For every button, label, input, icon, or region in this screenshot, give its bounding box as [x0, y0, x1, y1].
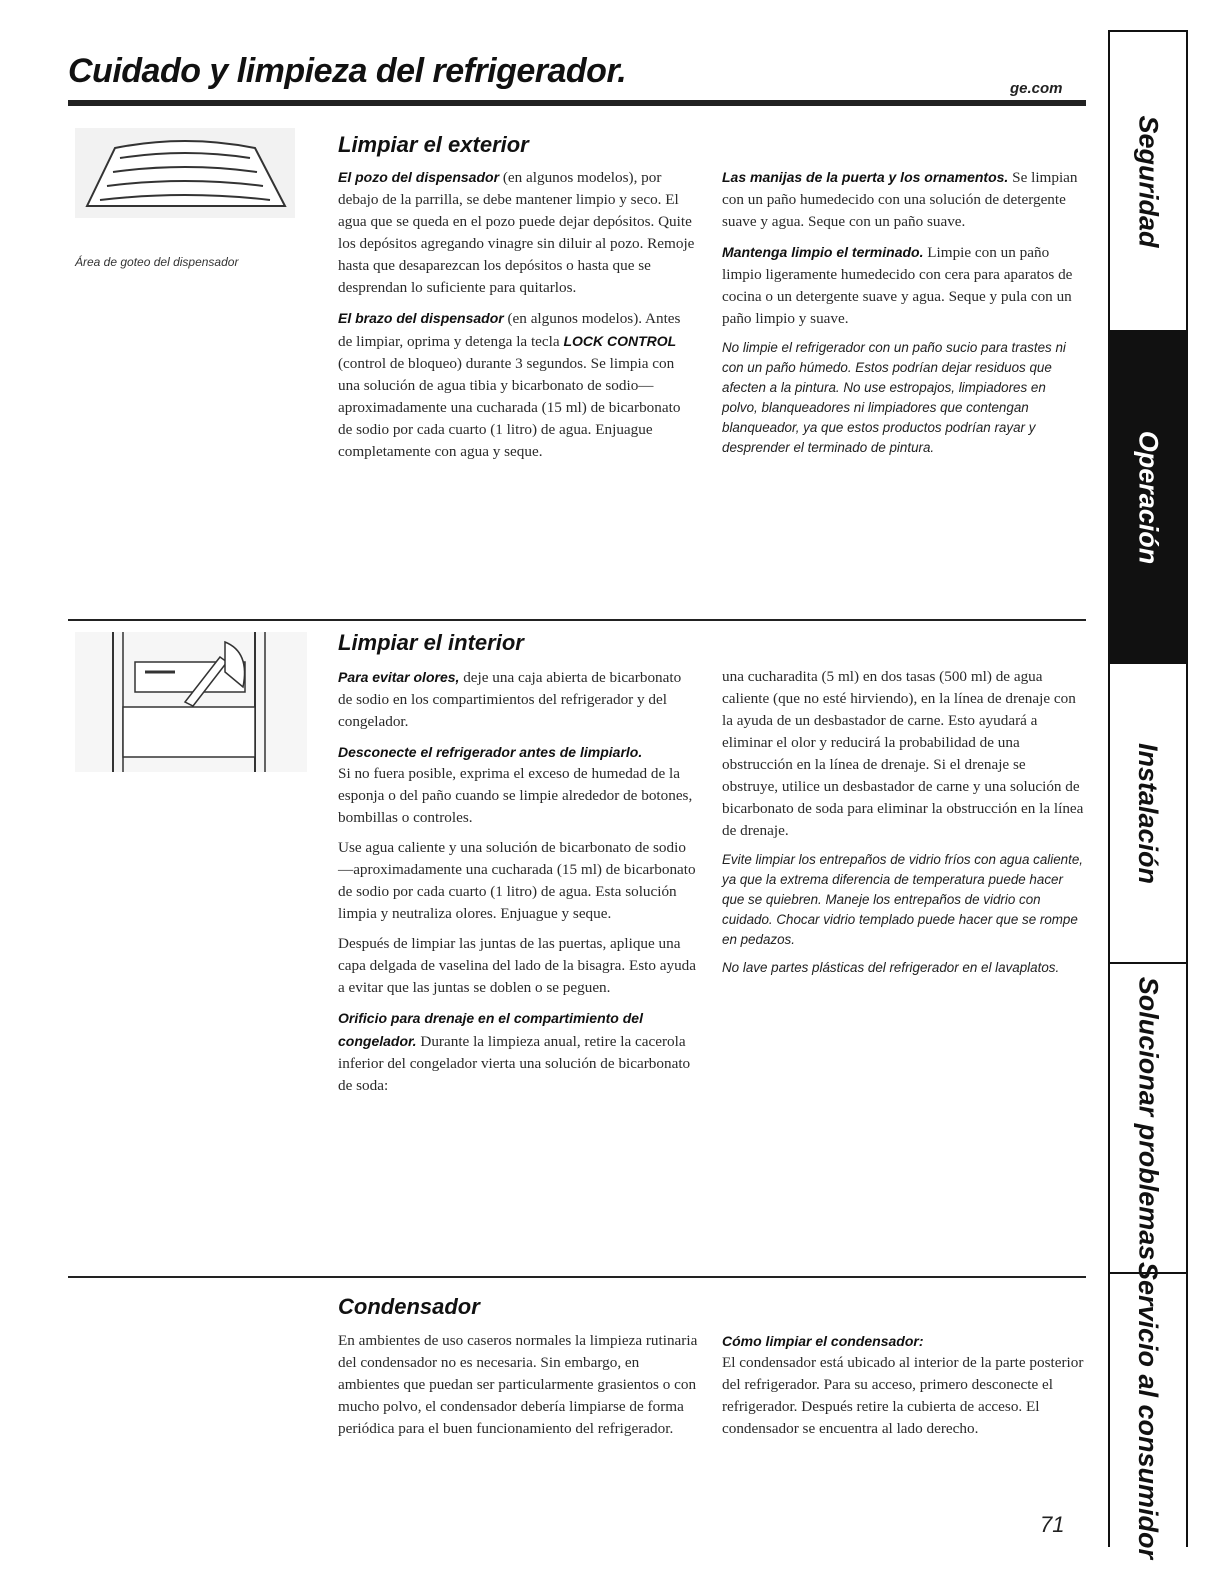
caution-note: No limpie el refrigerador con un paño sucio para trastes ni con un paño húmedo. Estos podrían dejar residuos que afecten a la pintura. No use estropajos, limpiadores en polvo, blanqueadores ni limpiadores que contengan blanqueador, ya que estos productos podrían rayar y desprender el terminado de pintura. — [722, 340, 1066, 455]
tab-instalacion[interactable] — [1110, 664, 1186, 964]
lead-phrase: Desconecte el refrigerador antes de limpiarlo. — [338, 744, 643, 760]
lead-phrase: Las manijas de la puerta y los ornamentos. — [722, 169, 1009, 185]
paragraph — [338, 307, 698, 463]
lead-phrase: Cómo limpiar el condensador: — [722, 1333, 924, 1349]
lead-phrase: El brazo del dispensador — [338, 310, 504, 326]
tab-label: Solucionar problemas — [1133, 976, 1164, 1260]
tab-label: Seguridad — [1133, 114, 1164, 248]
figure-caption: Área de goteo del dispensador — [75, 255, 239, 269]
lead-phrase: Orificio para drenaje en el compartimiento del congelador. — [338, 1010, 643, 1049]
paragraph — [338, 1007, 698, 1097]
interior-right-column — [722, 666, 1084, 986]
paragraph — [338, 166, 698, 299]
page-title: Cuidado y limpieza del refrigerador. — [68, 52, 627, 90]
condenser-left-column — [338, 1330, 698, 1448]
exterior-right-column — [722, 166, 1084, 466]
paragraph — [722, 241, 1084, 330]
tab-seguridad[interactable] — [1110, 32, 1186, 332]
caution-note: Evite limpiar los entrepaños de vidrio fríos con agua caliente, ya que la extrema diferencia de temperatura puede hacer que se quiebren. Maneje los entrepaños de vidrio con cuidado. Chocar vidrio templado puede hacer que se rompe en pedazos. — [722, 852, 1083, 947]
paragraph — [338, 741, 698, 829]
site-label: ge.com — [1010, 80, 1063, 97]
paragraph-text: El condensador está ubicado al interior de la parte posterior del refrigerador. Para su acceso, primero desconecte el refrigerador. Después retire la cubierta de acceso. El condensador se encuentra al lado derecho. — [722, 1354, 1084, 1437]
side-tab-nav — [1108, 30, 1188, 1560]
paragraph — [722, 166, 1084, 233]
interior-left-column — [338, 666, 698, 1105]
refrigerator-interior-cleaning-illustration — [75, 632, 307, 772]
paragraph-text: deje una caja abierta de bicarbonato de sodio en los compartimientos del refrigerador y del congelador. — [338, 669, 682, 730]
paragraph: Use agua caliente y una solución de bicarbonato de sodio—aproximadamente una cucharada (15 ml) de bicarbonato de sodio por cada cuarto (1 litro) de agua. Esta solución limpia y neutraliza olores. Enjuague y seque. — [338, 839, 696, 922]
section-heading-exterior: Limpiar el exterior — [338, 132, 529, 157]
exterior-left-column — [338, 166, 698, 471]
page-number: 71 — [1040, 1512, 1065, 1537]
section-divider — [68, 1276, 1086, 1278]
paragraph-text: Limpie con un paño limpio ligeramente humedecido con cera para aparatos de cocina o un detergente suave y agua. Seque y pula con un paño limpio y suave. — [722, 244, 1073, 327]
section-heading-condenser: Condensador — [338, 1294, 480, 1319]
paragraph-text: (control de bloqueo) durante 3 segundos. Se limpia con una solución de agua tibia y bicarbonato de sodio—aproximadamente una cucharada (15 ml) de bicarbonato de sodio por cada cuarto (1 litro) de agua. Enjuague completamente con agua y seque. — [338, 355, 681, 460]
dispenser-drip-tray-illustration — [75, 128, 295, 228]
paragraph-text: Se limpian con un paño humedecido con una solución de detergente suave y agua. Seque con un paño suave. — [722, 169, 1078, 230]
paragraph-text: Si no fuera posible, exprima el exceso de humedad de la esponja o del paño cuando se limpie alrededor de botones, bombillas o controles. — [338, 765, 693, 826]
tab-servicio-al-consumidor[interactable] — [1110, 1261, 1186, 1560]
section-heading-interior: Limpiar el interior — [338, 630, 524, 655]
lead-phrase: Mantenga limpio el terminado. — [722, 244, 924, 260]
tab-label: Instalación — [1133, 742, 1164, 884]
paragraph-text: (en algunos modelos), por debajo de la parrilla, se debe mantener limpio y seco. El agua que se queda en el pozo puede dejar depósitos. Quite los depósitos agregando vinagre sin diluir al pozo. Remoje hasta que desaparezcan los depósitos o hasta que se desprendan lo suficiente para quitarlos. — [338, 169, 695, 296]
lead-phrase: Para evitar olores, — [338, 669, 460, 685]
paragraph-text: (en algunos modelos). Antes de limpiar, oprima y detenga la tecla — [338, 310, 681, 350]
tab-label: Operación — [1133, 430, 1164, 564]
paragraph — [722, 1330, 1084, 1440]
header-rule — [68, 100, 1086, 106]
paragraph — [338, 666, 698, 733]
caution-note: No lave partes plásticas del refrigerador en el lavaplatos. — [722, 960, 1060, 975]
tab-label: Servicio al consumidor — [1133, 1261, 1164, 1560]
paragraph: Después de limpiar las juntas de las puertas, aplique una capa delgada de vaselina del lado de la bisagra. Esto ayuda a evitar que las juntas se doblen o se peguen. — [338, 935, 697, 996]
paragraph-text: Durante la limpieza anual, retire la cacerola inferior del congelador vierta una solución de bicarbonato de soda: — [338, 1033, 691, 1094]
lead-phrase: El pozo del dispensador — [338, 169, 500, 185]
section-divider — [68, 619, 1086, 621]
condenser-right-column — [722, 1330, 1084, 1448]
tab-solucionar-problemas[interactable] — [1110, 964, 1186, 1274]
paragraph: En ambientes de uso caseros normales la limpieza rutinaria del condensador no es necesaria. Sin embargo, en ambientes que puedan ser particularmente grasientos o con mucho polvo, el condensador debería limpiarse de forma periódica para el buen funcionamiento del refrigerador. — [338, 1332, 698, 1437]
tab-operacion[interactable] — [1110, 332, 1186, 664]
paragraph: una cucharadita (5 ml) en dos tasas (500 ml) de agua caliente (que no esté hirviendo), en la línea de drenaje con la ayuda de un desbastador de carne. Esto ayudará a eliminar el olor y reducirá la probabilidad de una obstrucción en la línea de drenaje. Si el drenaje se obstruye, utilice un desbastador de carne y una solución de bicarbonato de soda para eliminar la obstrucción en la línea de drenaje. — [722, 668, 1084, 839]
key-label: LOCK CONTROL — [563, 333, 677, 349]
